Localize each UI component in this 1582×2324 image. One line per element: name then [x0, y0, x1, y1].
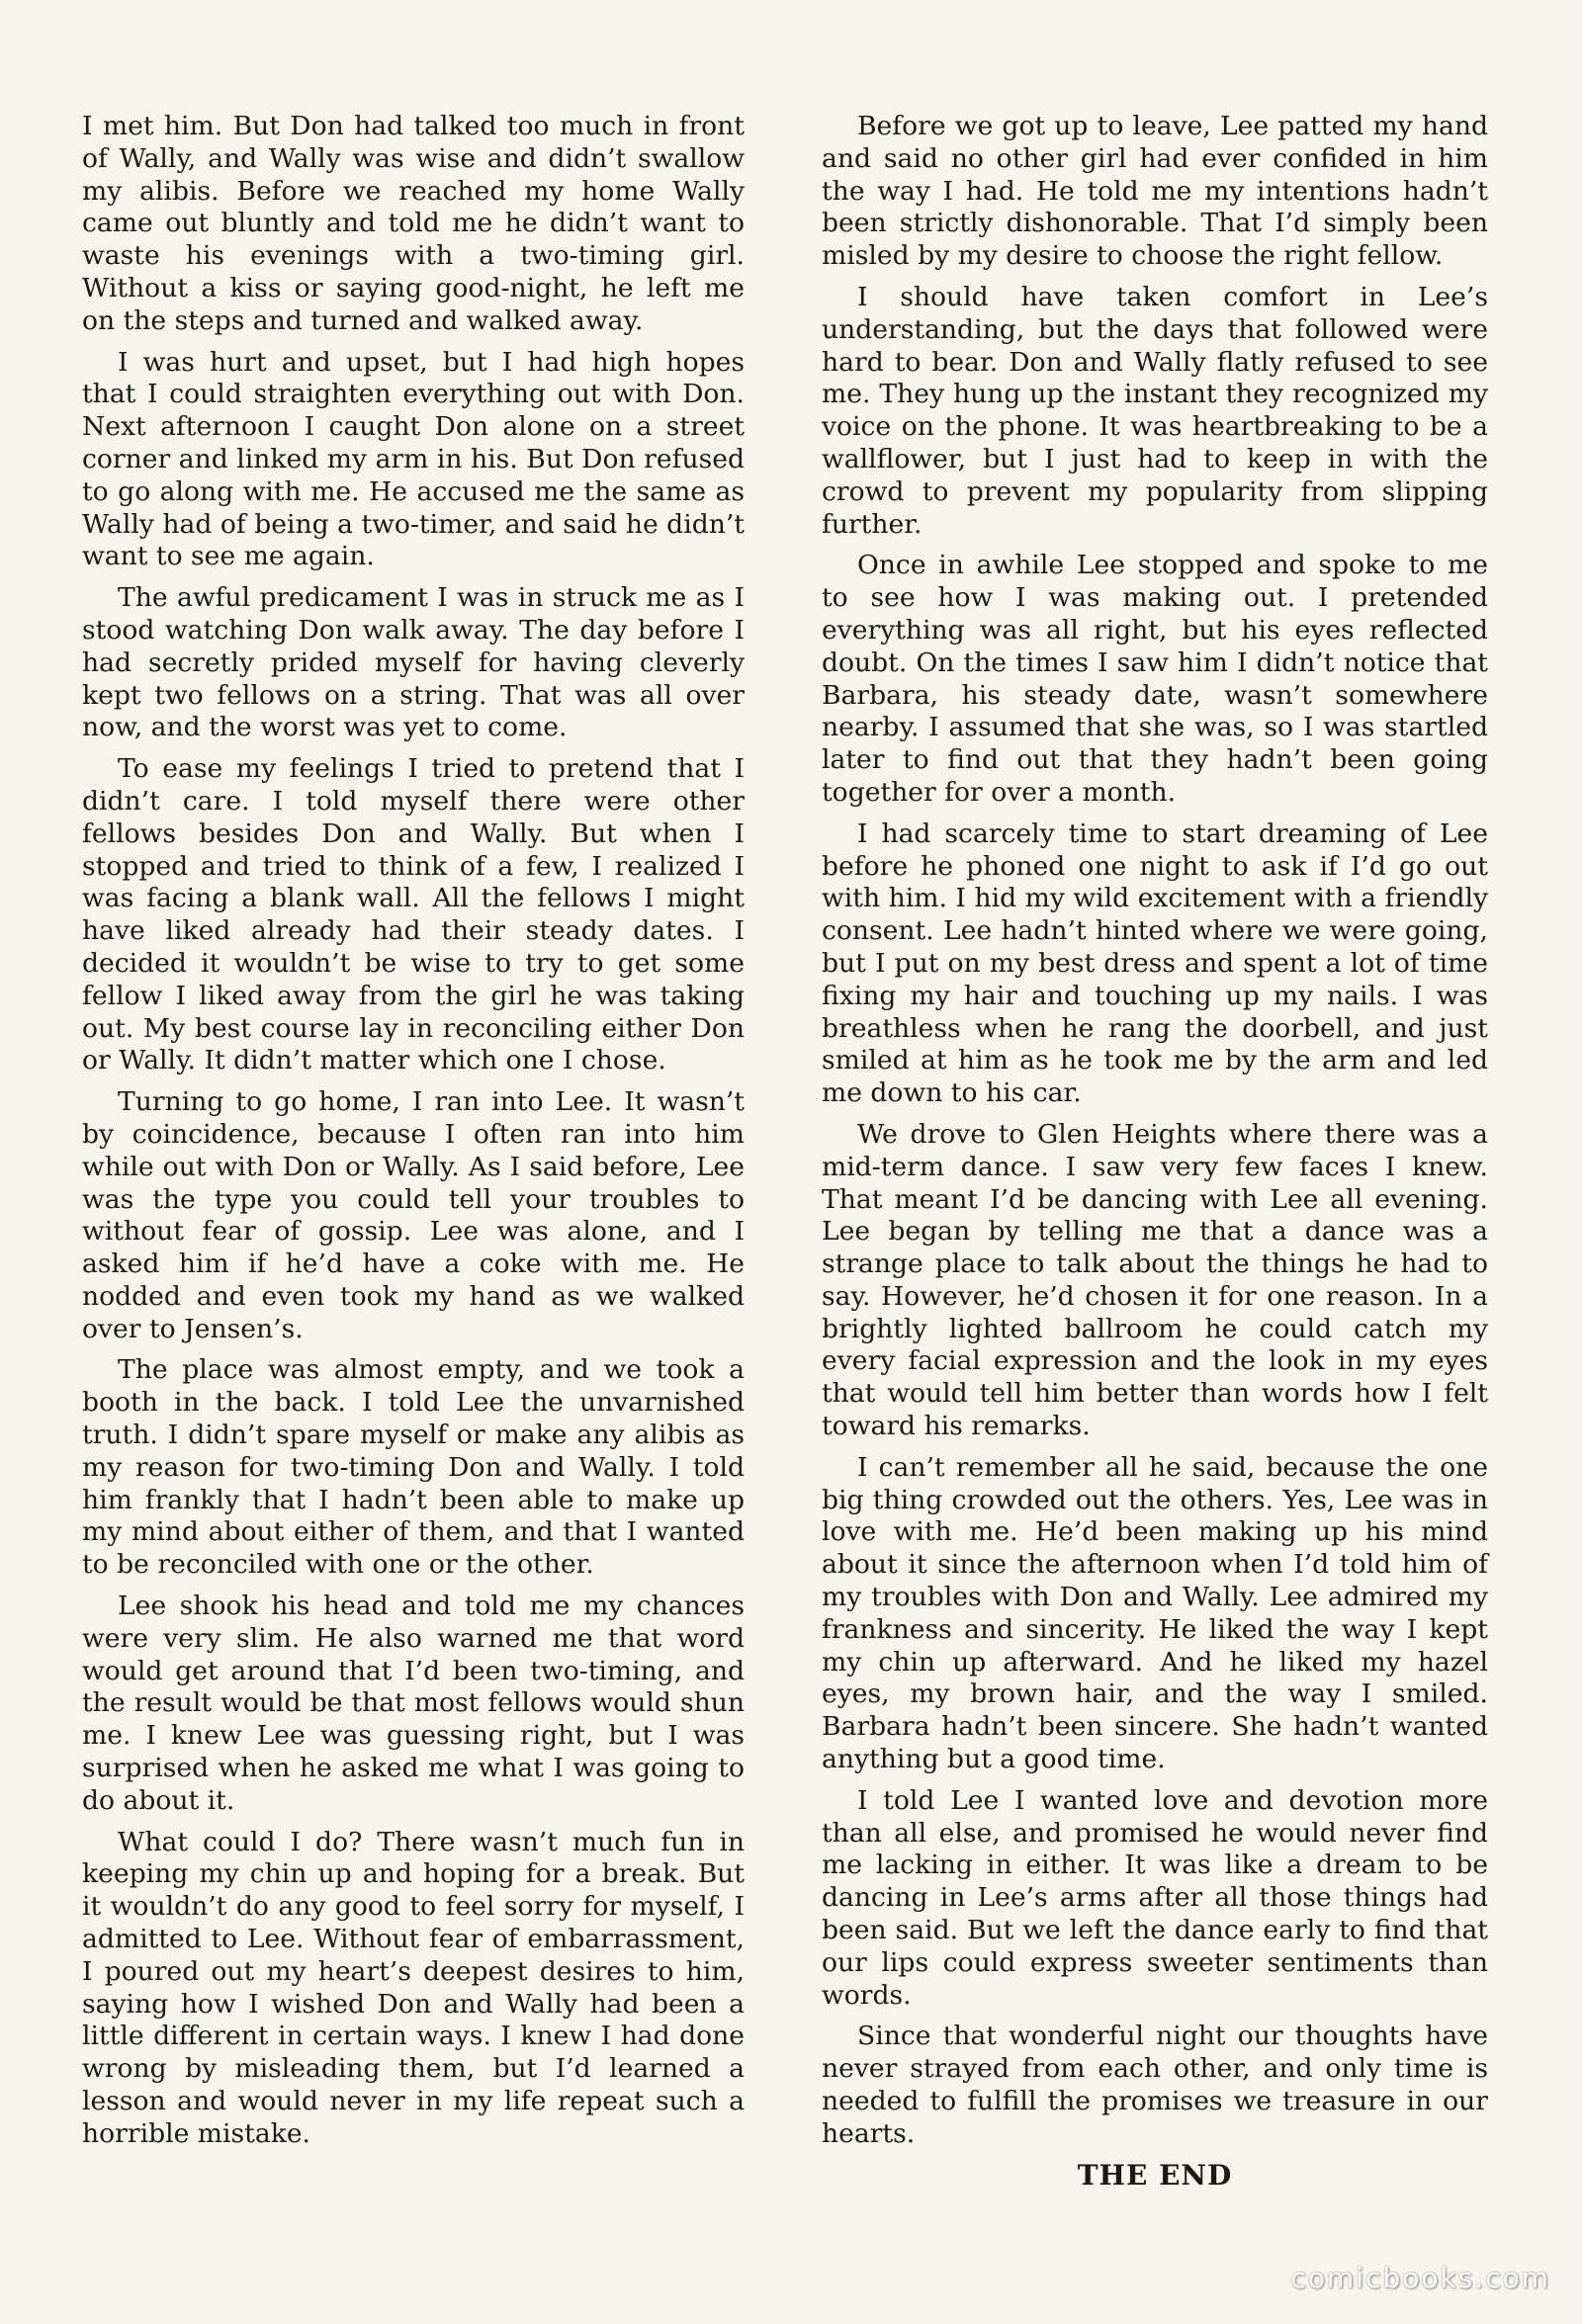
paragraph: We drove to Glen Heights where there was a mid-term dance. I saw very few faces I knew. That meant I’d be dancing with Lee all evening. Lee began by telling me that a dance was a strange place to talk about the things he had to say. However, he’d chosen it for one reason. In a brightly lighted ballroom he could catch my every facial expression and the look in my eyes that would tell him better than words how I felt toward his remarks. — [822, 1118, 1488, 1442]
paragraph: I met him. But Don had talked too much in front of Wally, and Wally was wise and didn’t swallow my alibis. Before we reached my home Wally came out bluntly and told me he didn’t want to waste his evenings with a two-timing girl. Without a kiss or saying good-night, he left me on the steps and turned and walked away. — [82, 111, 745, 336]
paragraph: I should have taken comfort in Lee’s understanding, but the days that followed were hard to bear. Don and Wally flatly refused to see me. They hung up the instant they recognized my voice on the phone. It was heartbreaking to be a wallflower, but I just had to keep in with the crowd to prevent my popularity from slipping further. — [822, 281, 1488, 540]
paragraph: I told Lee I wanted love and devotion more than all else, and promised he would never find me lacking in either. It was like a dream to be dancing in Lee’s arms after all those things had been said. But we left the dance early to find that our lips could express sweeter sentiments than words. — [822, 1784, 1488, 2011]
paragraph: What could I do? There wasn’t much fun in keeping my chin up and hoping for a break. But it wouldn’t do any good to feel sorry for myself, I admitted to Lee. Without fear of embarrassment, I poured out my heart’s deepest desires to him, saying how I wished Don and Wally had been a little different in certain ways. I knew I had done wrong by misleading them, but I’d learned a lesson and would never in my life repeat such a horrible mistake. — [82, 1826, 745, 2149]
right-text-column — [822, 111, 1488, 2200]
paragraph: I had scarcely time to start dreaming of Lee before he phoned one night to ask if I’d go out with him. I hid my wild excitement with a friendly consent. Lee hadn’t hinted where we were going, but I put on my best dress and spent a lot of time fixing my hair and touching up my nails. I was breathless when he rang the doorbell, and just smiled at him as he took me by the arm and led me down to his car. — [822, 818, 1488, 1109]
paragraph: I can’t remember all he said, because the one big thing crowded out the others. Yes, Lee was in love with me. He’d been making up his mind about it since the afternoon when I’d told him of my troubles with Don and Wally. Lee admired my frankness and sincerity. He liked the way I kept my chin up afterward. And he liked my hazel eyes, my brown hair, and the way I smiled. Barbara hadn’t been sincere. She hadn’t wanted anything but a good time. — [822, 1451, 1488, 1775]
left-text-column — [82, 111, 745, 2160]
paragraph: Since that wonderful night our thoughts have never strayed from each other, and only time is needed to fulfill the promises we treasure in our hearts. — [822, 2021, 1488, 2149]
paragraph: The place was almost empty, and we took a booth in the back. I told Lee the unvarnished truth. I didn’t spare myself or make any alibis as my reason for two-timing Don and Wally. I told him frankly that I hadn’t been able to make up my mind about either of them, and that I wanted to be reconciled with one or the other. — [82, 1354, 745, 1581]
paragraph: Before we got up to leave, Lee patted my hand and said no other girl had ever confided in him the way I had. He told me my intentions hadn’t been strictly dishonorable. That I’d simply been misled by my desire to choose the right fellow. — [822, 111, 1488, 272]
paragraph: I was hurt and upset, but I had high hopes that I could straighten everything out with Don. Next afternoon I caught Don alone on a street corner and linked my arm in his. But Don refused to go along with me. He accused me the same as Wally had of being a two-timer, and said he didn’t want to see me again. — [82, 346, 745, 572]
paragraph: The awful predicament I was in struck me as I stood watching Don walk away. The day before I had secretly prided myself for having cleverly kept two fellows on a string. That was all over now, and the worst was yet to come. — [82, 582, 745, 743]
paragraph: Once in awhile Lee stopped and spoke to me to see how I was making out. I pretended everything was all right, but his eyes reflected doubt. On the times I saw him I didn’t notice that Barbara, his steady date, wasn’t somewhere nearby. I assumed that she was, so I was startled later to find out that they hadn’t been going together for over a month. — [822, 550, 1488, 808]
paragraph: Turning to go home, I ran into Lee. It wasn’t by coincidence, because I often ran into him while out with Don or Wally. As I said before, Lee was the type you could tell your troubles to without fear of gossip. Lee was alone, and I asked him if he’d have a coke with me. He nodded and even took my hand as we walked over to Jensen’s. — [82, 1086, 745, 1344]
site-watermark: comicbooks.com — [1290, 2262, 1550, 2294]
paragraph: To ease my feelings I tried to pretend that I didn’t care. I told myself there were other fellows besides Don and Wally. But when I stopped and tried to think of a few, I realized I was facing a blank wall. All the fellows I might have liked already had their steady dates. I decided it wouldn’t be wise to try to get some fellow I liked away from the girl he was taking out. My best course lay in reconciling either Don or Wally. It didn’t matter which one I chose. — [82, 753, 745, 1076]
paragraph: Lee shook his head and told me my chances were very slim. He also warned me that word would get around that I’d been two-timing, and the result would be that most fellows would shun me. I knew Lee was guessing right, but I was surprised when he asked me what I was going to do about it. — [82, 1591, 745, 1816]
the-end-label: THE END — [1077, 2158, 1233, 2192]
